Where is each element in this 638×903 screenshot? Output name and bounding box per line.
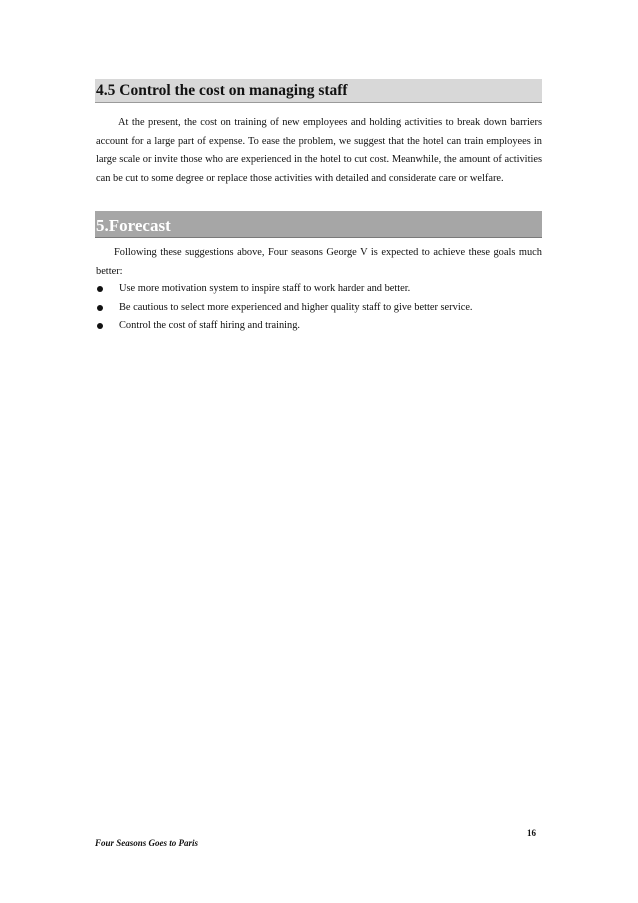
forecast-intro-paragraph: Following these suggestions above, Four seasons George V is expected to achieve these goals much better: [96,247,542,277]
bullet-text: Use more motivation system to inspire staff to work harder and better. [119,283,411,294]
forecast-bullet-list [96,280,542,336]
bullet-icon [97,323,103,329]
bullet-icon [97,286,103,292]
bullet-icon [97,305,103,311]
section-4-5-paragraph: At the present, the cost on training of new employees and holding activities to break down barriers account for a large part of expense. To ease the problem, we suggest that the hotel can train employees in large scale or invite those who are experienced in the hotel to cut cost. Meanwhile, the amount of activities can be cut to some degree or replace those activities with detailed and considerate care or welfare. [96,117,542,184]
footer-title: Four Seasons Goes to Paris [95,838,199,848]
list-item [96,280,542,299]
list-item [96,317,542,336]
list-item [96,299,542,318]
bullet-text: Be cautious to select more experienced and higher quality staff to give better service. [119,301,473,313]
section-heading-forecast: 5.Forecast [95,211,542,238]
section-heading-4-5: 4.5 Control the cost on managing staff [95,79,542,103]
page-number: 16 [527,828,536,838]
bullet-text: Control the cost of staff hiring and training. [119,320,301,331]
